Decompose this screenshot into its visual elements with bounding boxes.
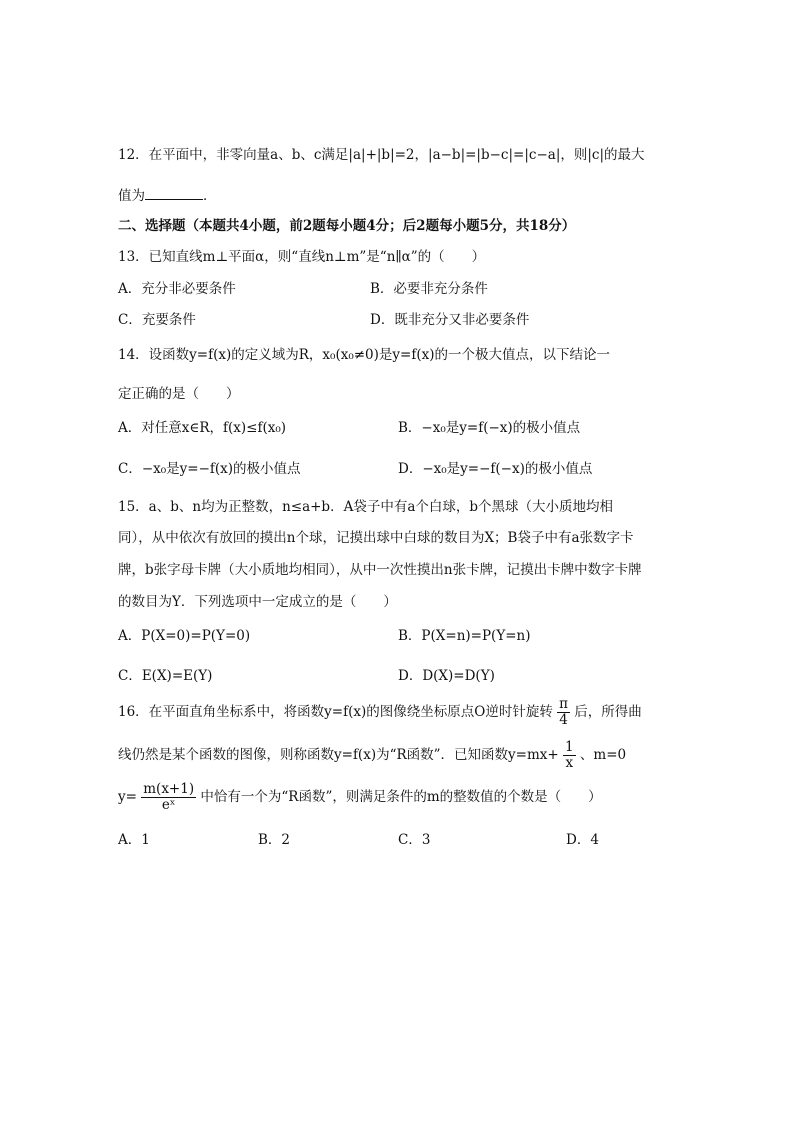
q13-option-d: D．既非充分又非必要条件 (370, 312, 530, 328)
fraction-numerator: 1 (565, 739, 574, 755)
q13-option-b: B．必要非充分条件 (370, 281, 488, 297)
fraction-numerator: π (559, 696, 568, 712)
q16-line1-text-a: 16．在平面直角坐标系中，将函数y=f(x)的图像绕坐标原点O逆时针旋转 (118, 704, 553, 720)
q16-line2 (118, 740, 626, 771)
q13-stem: 13．已知直线m⊥平面α，则“直线n⊥m”是“n∥α”的（ ） (118, 249, 486, 265)
q12-line2-suffix: ． (203, 188, 217, 204)
q16-option-d: D．4 (566, 832, 599, 848)
q16-line3 (118, 782, 602, 813)
q15-line3: 牌，b张字母卡牌（大小质地均相同），从中一次性摸出n张卡牌，记摸出卡牌中数字卡牌 (118, 562, 642, 578)
q13-option-a: A．充分非必要条件 (118, 281, 236, 297)
q15-option-a: A．P(X=0)=P(Y=0) (118, 628, 251, 644)
q16-line3-text-b: 中恰有一个为“R函数”，则满足条件的m的整数值的个数是（ ） (200, 789, 602, 805)
answer-blank (145, 187, 203, 200)
q15-option-b: B．P(X=n)=P(Y=n) (398, 628, 531, 644)
q16-line1-text-b: 后，所得曲 (574, 704, 642, 720)
section2-header: 二、选择题（本题共4小题，前2题每小题4分；后2题每小题5分，共18分） (118, 218, 576, 234)
q16-line3-text-a: y= (118, 789, 137, 805)
q12-line2 (118, 184, 217, 204)
q14-line1: 14．设函数y=f(x)的定义域为R，x₀(x₀≠0)是y=f(x)的一个极大值点，以下结论一 (118, 347, 610, 363)
q16-option-a: A．1 (118, 832, 150, 848)
q12-line1: 12．在平面中，非零向量a、b、c满足|a|+|b|=2，|a−b|=|b−c|=|c−a|，则|c|的最大 (118, 147, 645, 163)
q15-line2: 同），从中依次有放回的摸出n个球，记摸出球中白球的数目为X；B袋子中有a张数字卡 (118, 530, 634, 546)
q13-option-c: C．充要条件 (118, 312, 196, 328)
q15-option-d: D．D(X)=D(Y) (398, 668, 495, 684)
q15-line1: 15．a、b、n均为正整数，n≤a+b．A袋子中有a个白球，b个黑球（大小质地均相 (118, 499, 614, 515)
q16-option-b: B．2 (258, 832, 291, 848)
q14-option-d: D．−x₀是y=−f(−x)的极小值点 (398, 461, 593, 477)
q12-line2-prefix: 值为 (118, 188, 145, 204)
fraction-numerator: m(x+1) (143, 781, 195, 797)
q14-option-b: B．−x₀是y=f(−x)的极小值点 (398, 420, 581, 436)
fraction-denominator: 4 (559, 712, 568, 728)
fraction-pi-over-4 (557, 697, 570, 728)
q14-option-a: A．对任意x∈R，f(x)≤f(x₀) (118, 420, 287, 436)
fraction-denominator: x (565, 755, 574, 771)
q16-line2-text-b: 、m=0 (579, 747, 627, 763)
q16-line2-text-a: 线仍然是某个函数的图像，则称函数y=f(x)为“R函数”．已知函数y=mx+ (118, 747, 559, 763)
q14-line2: 定正确的是（ ） (118, 386, 240, 402)
q15-option-c: C．E(X)=E(Y) (118, 668, 213, 684)
q16-line1 (118, 697, 642, 728)
fraction-denominator: eˣ (161, 797, 176, 813)
q14-option-c: C．−x₀是y=−f(x)的极小值点 (118, 461, 301, 477)
q15-line4: 的数目为Y．下列选项中一定成立的是（ ） (118, 594, 397, 610)
q16-option-c: C．3 (398, 832, 431, 848)
fraction-1-over-x (563, 740, 576, 771)
fraction-m-x-plus-1-over-e-x (141, 782, 196, 813)
